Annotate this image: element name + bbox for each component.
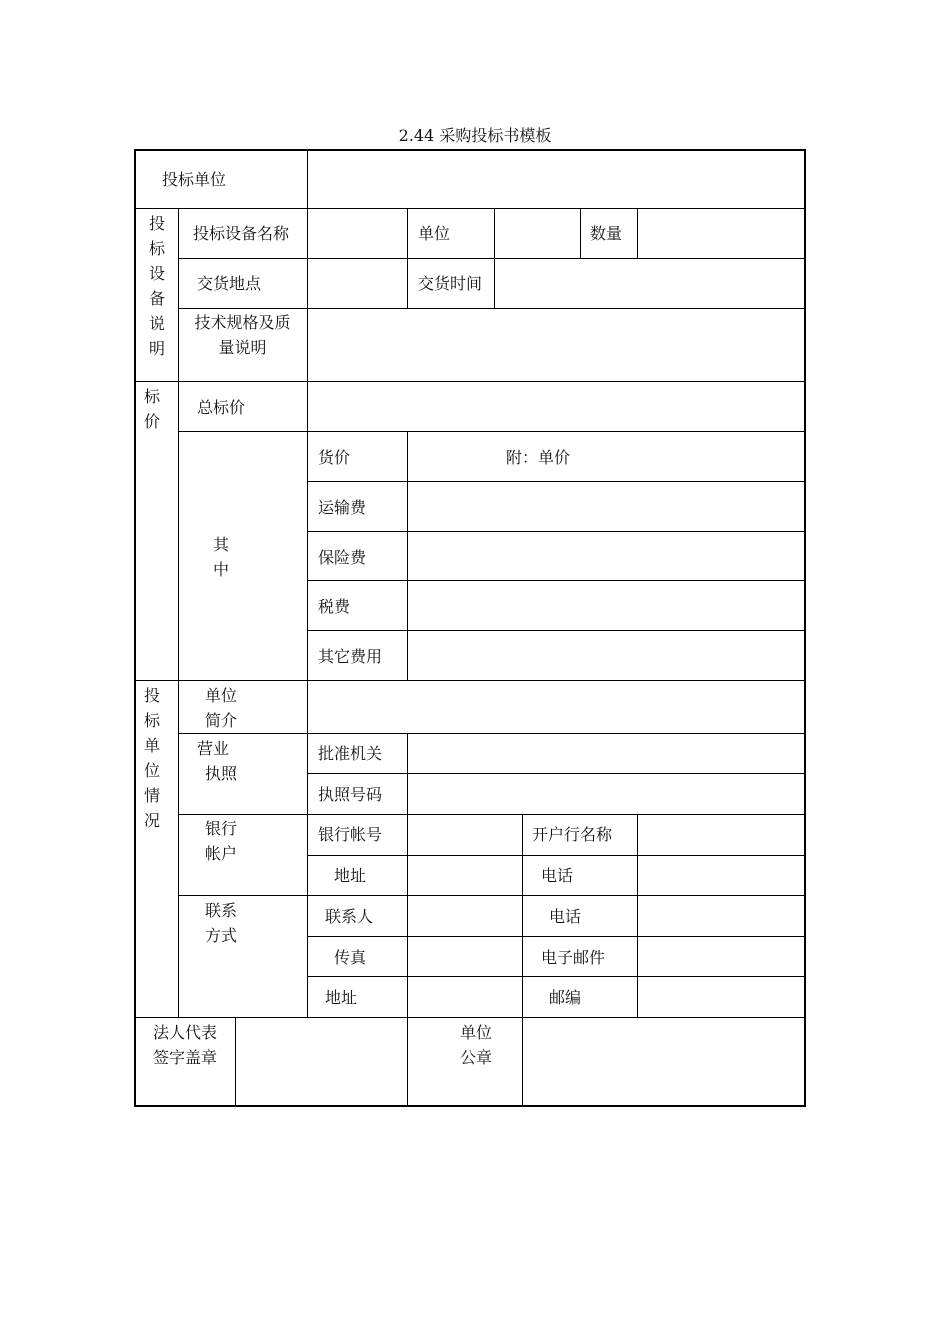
label-goods-price: 货价 xyxy=(318,448,351,467)
label-freight: 运输费 xyxy=(318,498,367,517)
label-equipment-name: 投标设备名称 xyxy=(193,224,290,243)
label-quantity: 数量 xyxy=(590,224,623,243)
column-divider xyxy=(522,1017,523,1106)
column-divider xyxy=(407,431,408,680)
field-quantity[interactable] xyxy=(639,210,803,257)
document-title: 2.44 采购投标书模板 xyxy=(398,126,552,145)
field-unit[interactable] xyxy=(496,210,579,257)
label-bank-account: 银行帐号 xyxy=(318,825,383,844)
column-divider xyxy=(580,208,581,258)
field-spec[interactable] xyxy=(309,310,803,380)
label-fax: 传真 xyxy=(334,948,367,967)
column-divider xyxy=(522,814,523,1017)
label-contact-line2: 方式 xyxy=(205,926,238,945)
label-address: 地址 xyxy=(334,866,367,885)
label-license-line2: 执照 xyxy=(205,764,238,783)
label-bidder: 投标单位 xyxy=(162,170,227,189)
label-delivery-place: 交货地点 xyxy=(197,274,262,293)
label-contact-line1: 联系 xyxy=(205,901,238,920)
field-postcode[interactable] xyxy=(639,978,803,1016)
field-contact-person[interactable] xyxy=(409,897,521,935)
label-legal-rep-line1: 法人代表 xyxy=(153,1023,218,1042)
field-delivery-time[interactable] xyxy=(496,260,803,307)
label-tax: 税费 xyxy=(318,597,351,616)
column-divider xyxy=(307,680,308,1017)
row-divider xyxy=(307,976,805,977)
label-license-line1: 营业 xyxy=(197,739,230,758)
column-divider xyxy=(407,208,408,308)
row-divider xyxy=(307,580,805,581)
field-fax[interactable] xyxy=(409,938,521,975)
label-delivery-time: 交货时间 xyxy=(418,274,483,293)
row-divider xyxy=(307,531,805,532)
row-divider xyxy=(178,895,805,896)
column-divider xyxy=(637,814,638,1017)
row-divider xyxy=(178,431,805,432)
label-email: 电子邮件 xyxy=(541,948,606,967)
row-divider xyxy=(307,773,805,774)
field-approval-authority[interactable] xyxy=(409,735,803,772)
row-divider xyxy=(307,630,805,631)
label-seal-line1: 单位 xyxy=(460,1023,493,1042)
section-bidder-info: 投标单位情况 xyxy=(144,686,161,830)
field-address[interactable] xyxy=(409,857,521,894)
field-contact-address[interactable] xyxy=(409,978,521,1016)
field-license-number[interactable] xyxy=(409,775,803,813)
label-unit-price-note[interactable]: 附：单价 xyxy=(506,448,571,467)
field-email[interactable] xyxy=(639,938,803,975)
row-divider xyxy=(307,855,805,856)
field-other-fees[interactable] xyxy=(409,632,803,679)
label-unit-intro-line1: 单位 xyxy=(205,686,238,705)
label-postcode: 邮编 xyxy=(549,988,582,1007)
field-bank-name[interactable] xyxy=(639,816,803,854)
label-of-which: 其中 xyxy=(213,535,230,579)
section-price: 标价 xyxy=(144,387,161,431)
field-tax[interactable] xyxy=(409,582,803,629)
row-divider xyxy=(178,733,805,734)
column-divider xyxy=(407,1017,408,1106)
column-divider xyxy=(307,431,308,680)
field-phone[interactable] xyxy=(639,857,803,894)
row-divider xyxy=(135,680,805,681)
field-unit-intro[interactable] xyxy=(309,682,803,732)
label-seal-line2: 公章 xyxy=(460,1048,493,1067)
label-unit: 单位 xyxy=(418,224,451,243)
label-contact-address: 地址 xyxy=(325,988,358,1007)
column-divider xyxy=(637,208,638,258)
field-insurance[interactable] xyxy=(409,533,803,579)
field-freight[interactable] xyxy=(409,483,803,530)
row-divider xyxy=(307,936,805,937)
section-equipment: 投标设备说明 xyxy=(149,214,166,358)
label-spec-line2: 量说明 xyxy=(218,338,267,357)
label-contact-phone: 电话 xyxy=(549,907,582,926)
row-divider xyxy=(178,814,805,815)
row-divider xyxy=(135,381,805,382)
label-legal-rep-line2: 签字盖章 xyxy=(153,1048,218,1067)
field-bank-account[interactable] xyxy=(409,816,521,854)
field-equipment-name[interactable] xyxy=(309,210,406,257)
row-divider xyxy=(307,481,805,482)
label-other-fees: 其它费用 xyxy=(318,647,383,666)
field-contact-phone[interactable] xyxy=(639,897,803,935)
label-contact-person: 联系人 xyxy=(325,907,374,926)
label-license-number: 执照号码 xyxy=(318,785,383,804)
label-bank-line2: 帐户 xyxy=(205,844,238,863)
field-total-price[interactable] xyxy=(309,383,803,430)
label-insurance: 保险费 xyxy=(318,548,367,567)
field-legal-rep-signature[interactable] xyxy=(237,1019,406,1104)
column-divider xyxy=(494,208,495,308)
field-bidder[interactable] xyxy=(309,152,803,207)
label-approval-authority: 批准机关 xyxy=(318,744,383,763)
label-spec-line1: 技术规格及质 xyxy=(194,313,291,332)
row-divider xyxy=(178,308,805,309)
column-divider xyxy=(235,1017,236,1106)
field-unit-seal[interactable] xyxy=(524,1019,803,1104)
label-phone: 电话 xyxy=(541,866,574,885)
row-divider xyxy=(178,258,805,259)
column-divider xyxy=(307,208,308,431)
field-delivery-place[interactable] xyxy=(309,260,406,307)
row-divider xyxy=(135,208,805,209)
label-bank-line1: 银行 xyxy=(205,819,238,838)
label-bank-name: 开户行名称 xyxy=(532,825,613,844)
column-divider xyxy=(407,733,408,1017)
label-total-price: 总标价 xyxy=(197,398,246,417)
label-unit-intro-line2: 简介 xyxy=(205,711,238,730)
column-divider xyxy=(307,150,308,208)
